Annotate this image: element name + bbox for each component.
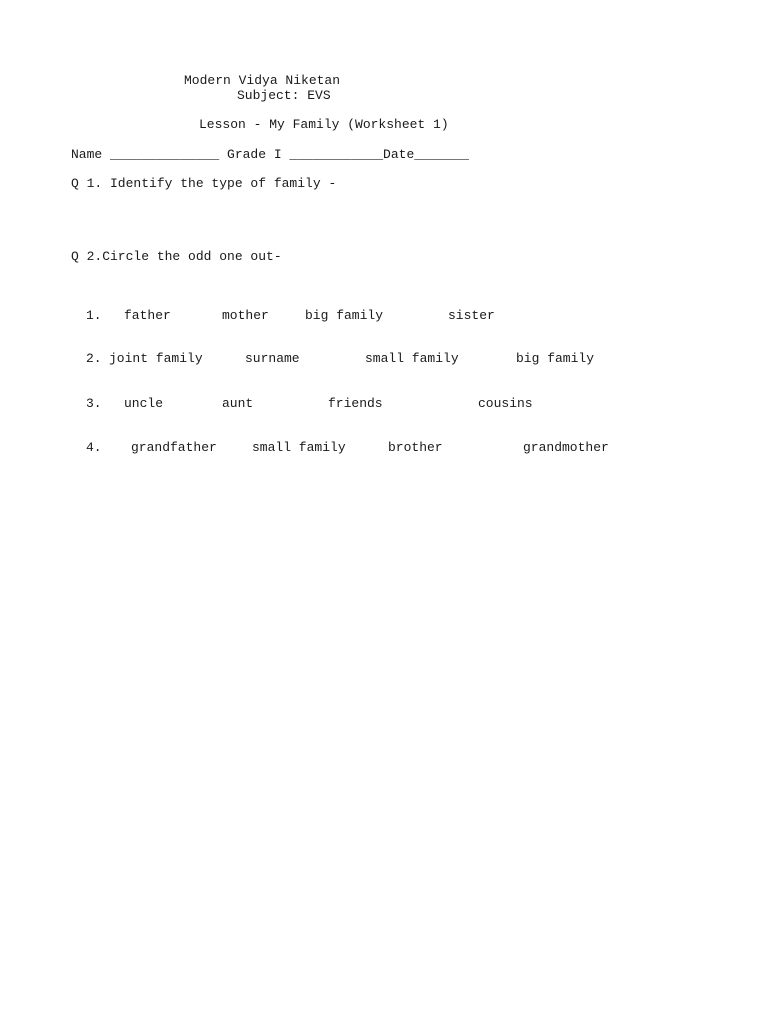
option: grandmother	[523, 440, 609, 455]
option: big family	[305, 308, 384, 323]
option: friends	[328, 396, 383, 411]
option: aunt	[222, 396, 254, 411]
row-number: 2.	[86, 351, 102, 366]
option: grandfather	[131, 440, 217, 455]
option: cousins	[478, 396, 533, 411]
option: small family	[252, 440, 346, 455]
option: joint family	[109, 351, 203, 366]
question-2: Q 2.Circle the odd one out-	[71, 249, 282, 264]
question-1: Q 1. Identify the type of family -	[71, 176, 337, 191]
option: uncle	[124, 396, 164, 411]
row-number: 1.	[86, 308, 102, 323]
option: small family	[365, 351, 459, 366]
option: surname	[245, 351, 300, 366]
lesson-title: Lesson - My Family (Worksheet 1)	[199, 117, 449, 132]
option: sister	[448, 308, 495, 323]
option: brother	[388, 440, 443, 455]
option: mother	[222, 308, 269, 323]
row-number: 4.	[86, 440, 102, 455]
school-name: Modern Vidya Niketan	[184, 73, 341, 88]
option: father	[124, 308, 171, 323]
student-info-line: Name ______________ Grade I ____________Date_______	[71, 147, 469, 162]
option: big family	[516, 351, 595, 366]
subject-line: Subject: EVS	[237, 88, 331, 103]
row-number: 3.	[86, 396, 102, 411]
